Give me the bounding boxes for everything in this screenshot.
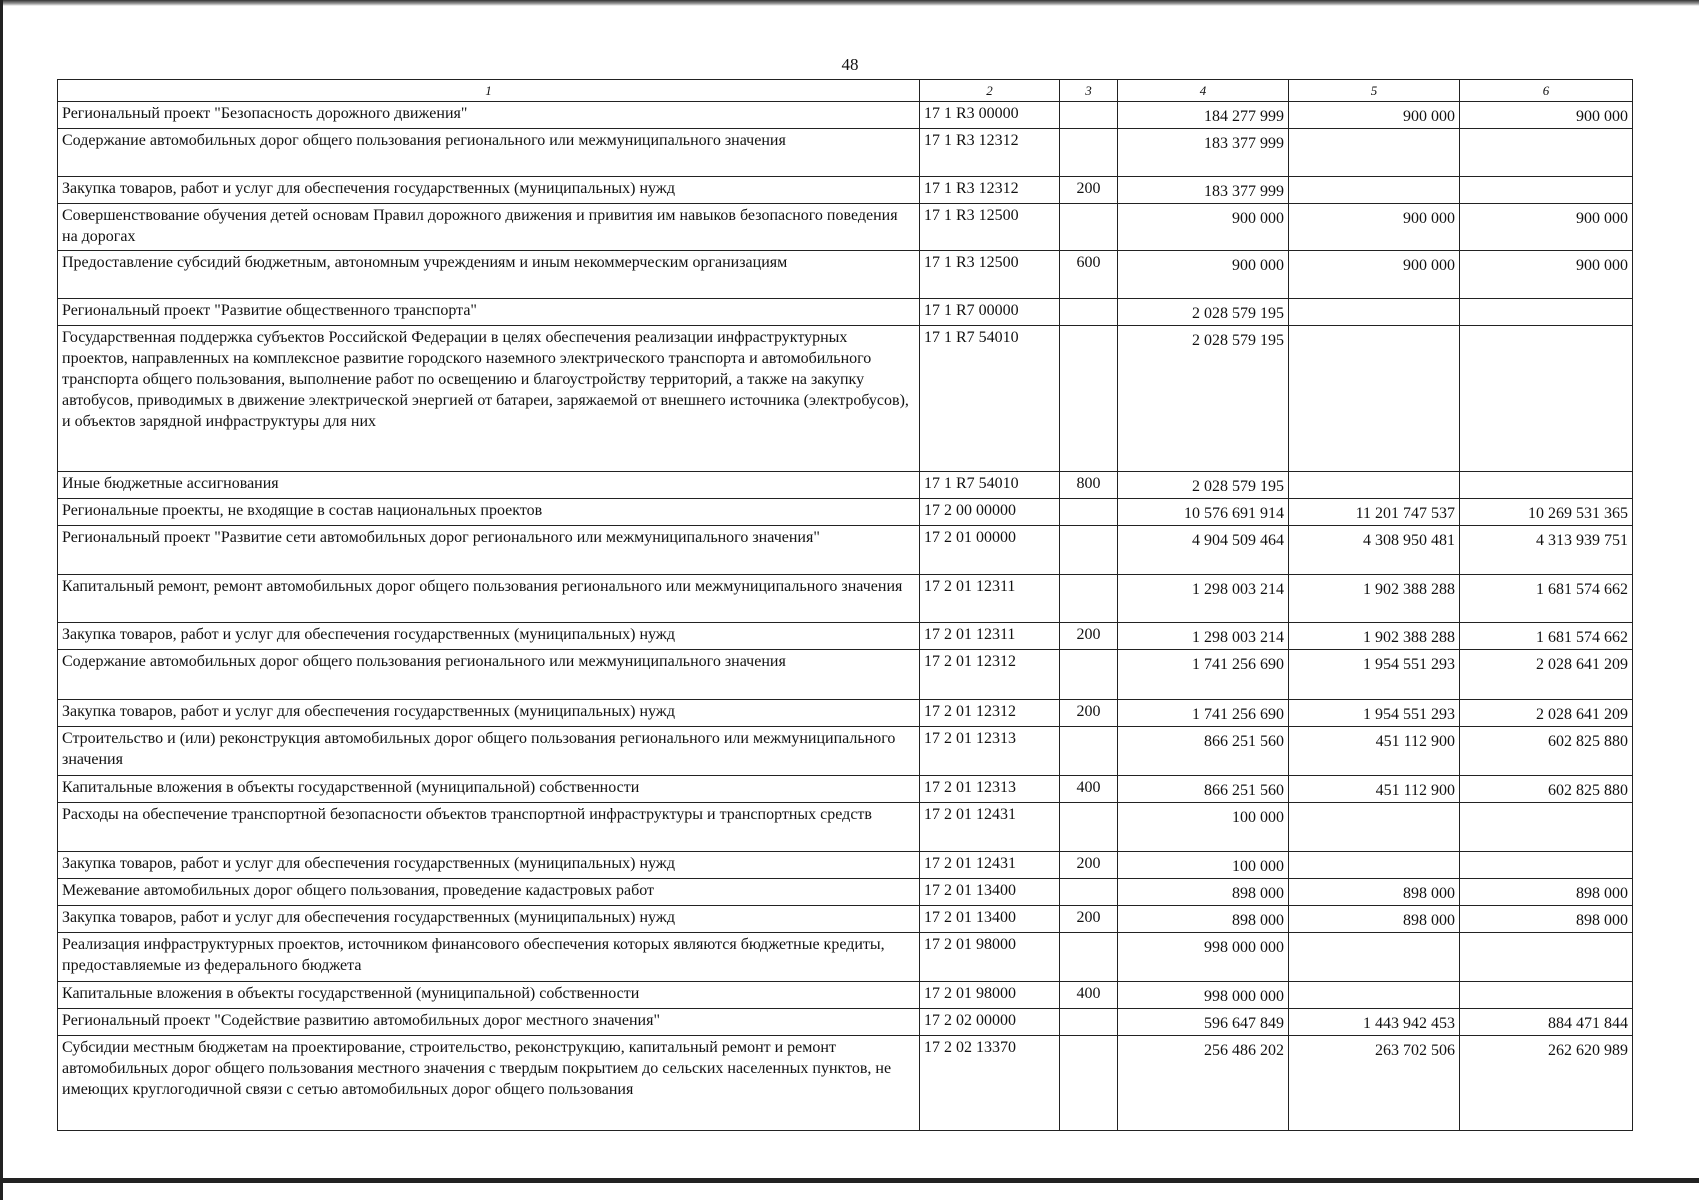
cell-code: 17 2 01 00000 bbox=[920, 526, 1060, 575]
cell-amount-5 bbox=[1289, 852, 1460, 879]
column-header: 5 bbox=[1289, 80, 1460, 102]
cell-amount-6 bbox=[1460, 933, 1633, 982]
column-header: 2 bbox=[920, 80, 1060, 102]
cell-amount-5 bbox=[1289, 326, 1460, 472]
cell-amount-4 bbox=[1118, 251, 1289, 299]
cell-name: Капитальные вложения в объекты государственной (муниципальной) собственности bbox=[58, 776, 920, 803]
table-row bbox=[58, 204, 1633, 251]
cell-expense-type bbox=[1060, 1009, 1118, 1036]
cell-amount-4-value: 998 000 000 bbox=[1204, 939, 1284, 956]
table-row bbox=[58, 251, 1633, 299]
cell-expense-type: 400 bbox=[1060, 776, 1118, 803]
cell-amount-5-value bbox=[1293, 804, 1455, 807]
cell-amount-5 bbox=[1289, 1009, 1460, 1036]
cell-amount-4-value: 998 000 000 bbox=[1204, 988, 1284, 1005]
cell-name: Региональный проект "Развитие сети автомобильных дорог регионального или межмуниципального значения" bbox=[58, 526, 920, 575]
cell-expense-type bbox=[1060, 129, 1118, 177]
table-row bbox=[58, 472, 1633, 499]
cell-amount-4-value: 4 904 509 464 bbox=[1192, 532, 1284, 549]
cell-amount-6-value: 1 681 574 662 bbox=[1536, 629, 1628, 646]
cell-amount-5 bbox=[1289, 803, 1460, 852]
page-number: 48 bbox=[841, 55, 859, 74]
cell-code: 17 2 01 13400 bbox=[920, 879, 1060, 906]
cell-amount-5-value: 900 000 bbox=[1403, 108, 1455, 125]
cell-expense-type: 200 bbox=[1060, 852, 1118, 879]
cell-code: 17 2 01 98000 bbox=[920, 982, 1060, 1009]
table-row bbox=[58, 499, 1633, 526]
cell-amount-6-value bbox=[1464, 178, 1628, 181]
cell-code: 17 2 01 98000 bbox=[920, 933, 1060, 982]
cell-amount-5-value bbox=[1293, 300, 1455, 303]
column-header: 3 bbox=[1060, 80, 1118, 102]
cell-name: Межевание автомобильных дорог общего пользования, проведение кадастровых работ bbox=[58, 879, 920, 906]
cell-amount-4 bbox=[1118, 727, 1289, 776]
cell-amount-6 bbox=[1460, 129, 1633, 177]
column-header: 1 bbox=[58, 80, 920, 102]
cell-amount-4 bbox=[1118, 933, 1289, 982]
table-row bbox=[58, 803, 1633, 852]
cell-amount-4-value: 256 486 202 bbox=[1204, 1042, 1284, 1059]
cell-expense-type bbox=[1060, 879, 1118, 906]
cell-expense-type bbox=[1060, 650, 1118, 700]
cell-code: 17 1 R7 00000 bbox=[920, 299, 1060, 326]
cell-amount-6 bbox=[1460, 575, 1633, 623]
cell-code: 17 1 R3 12500 bbox=[920, 251, 1060, 299]
cell-name: Строительство и (или) реконструкция автомобильных дорог общего пользования регионального или межмуниципального значения bbox=[58, 727, 920, 776]
cell-amount-4 bbox=[1118, 472, 1289, 499]
cell-amount-5 bbox=[1289, 499, 1460, 526]
cell-expense-type bbox=[1060, 299, 1118, 326]
cell-amount-4 bbox=[1118, 700, 1289, 727]
cell-amount-4 bbox=[1118, 1036, 1289, 1131]
cell-amount-6-value: 4 313 939 751 bbox=[1536, 532, 1628, 549]
cell-amount-5-value: 1 954 551 293 bbox=[1363, 706, 1455, 723]
cell-amount-4-value: 2 028 579 195 bbox=[1192, 332, 1284, 349]
cell-amount-5 bbox=[1289, 727, 1460, 776]
cell-amount-6 bbox=[1460, 499, 1633, 526]
cell-amount-5-value: 11 201 747 537 bbox=[1355, 505, 1455, 522]
cell-amount-5 bbox=[1289, 933, 1460, 982]
cell-amount-4-value: 866 251 560 bbox=[1204, 782, 1284, 799]
cell-name: Содержание автомобильных дорог общего пользования регионального или межмуниципального значения bbox=[58, 129, 920, 177]
cell-amount-5-value bbox=[1293, 853, 1455, 856]
cell-amount-4-value: 1 741 256 690 bbox=[1192, 706, 1284, 723]
cell-code: 17 1 R3 12312 bbox=[920, 177, 1060, 204]
table-row bbox=[58, 879, 1633, 906]
cell-amount-6 bbox=[1460, 650, 1633, 700]
table-row bbox=[58, 326, 1633, 472]
table-row bbox=[58, 776, 1633, 803]
cell-name: Капитальные вложения в объекты государственной (муниципальной) собственности bbox=[58, 982, 920, 1009]
table-row bbox=[58, 623, 1633, 650]
cell-amount-5 bbox=[1289, 526, 1460, 575]
cell-amount-4 bbox=[1118, 129, 1289, 177]
cell-amount-6-value: 1 681 574 662 bbox=[1536, 581, 1628, 598]
cell-name: Капитальный ремонт, ремонт автомобильных дорог общего пользования регионального или межмуниципального значения bbox=[58, 575, 920, 623]
cell-name: Закупка товаров, работ и услуг для обеспечения государственных (муниципальных) нужд bbox=[58, 906, 920, 933]
cell-amount-5 bbox=[1289, 251, 1460, 299]
cell-amount-5-value: 900 000 bbox=[1403, 257, 1455, 274]
cell-amount-5 bbox=[1289, 177, 1460, 204]
cell-amount-5-value bbox=[1293, 178, 1455, 181]
cell-amount-4-value: 183 377 999 bbox=[1204, 135, 1284, 152]
cell-name: Региональные проекты, не входящие в состав национальных проектов bbox=[58, 499, 920, 526]
cell-amount-4-value: 2 028 579 195 bbox=[1192, 478, 1284, 495]
cell-amount-6 bbox=[1460, 204, 1633, 251]
cell-amount-6-value bbox=[1464, 983, 1628, 986]
cell-amount-5 bbox=[1289, 299, 1460, 326]
cell-amount-6-value: 262 620 989 bbox=[1548, 1042, 1628, 1059]
cell-expense-type: 200 bbox=[1060, 623, 1118, 650]
cell-code: 17 2 01 12312 bbox=[920, 700, 1060, 727]
cell-amount-6 bbox=[1460, 251, 1633, 299]
cell-amount-5 bbox=[1289, 879, 1460, 906]
cell-amount-5-value: 263 702 506 bbox=[1375, 1042, 1455, 1059]
cell-amount-4-value: 184 277 999 bbox=[1204, 108, 1284, 125]
cell-code: 17 1 R3 12312 bbox=[920, 129, 1060, 177]
cell-amount-4 bbox=[1118, 177, 1289, 204]
cell-code: 17 2 01 12312 bbox=[920, 650, 1060, 700]
cell-amount-4-value: 900 000 bbox=[1232, 257, 1284, 274]
cell-amount-4 bbox=[1118, 299, 1289, 326]
cell-name: Содержание автомобильных дорог общего пользования регионального или межмуниципального значения bbox=[58, 650, 920, 700]
cell-name: Региональный проект "Содействие развитию автомобильных дорог местного значения" bbox=[58, 1009, 920, 1036]
cell-amount-4-value: 183 377 999 bbox=[1204, 183, 1284, 200]
cell-amount-5 bbox=[1289, 1036, 1460, 1131]
table-row bbox=[58, 129, 1633, 177]
cell-expense-type: 200 bbox=[1060, 177, 1118, 204]
cell-amount-6-value: 884 471 844 bbox=[1548, 1015, 1628, 1032]
cell-amount-6 bbox=[1460, 982, 1633, 1009]
table-row bbox=[58, 102, 1633, 129]
cell-amount-5-value: 4 308 950 481 bbox=[1363, 532, 1455, 549]
cell-amount-4-value: 2 028 579 195 bbox=[1192, 305, 1284, 322]
cell-name: Предоставление субсидий бюджетным, автономным учреждениям и иным некоммерческим организациям bbox=[58, 251, 920, 299]
table-row bbox=[58, 299, 1633, 326]
cell-name: Расходы на обеспечение транспортной безопасности объектов транспортной инфраструктуры и транспортных средств bbox=[58, 803, 920, 852]
cell-name: Реализация инфраструктурных проектов, источником финансового обеспечения которых являются бюджетные кредиты, предоставляемые из федерального бюджета bbox=[58, 933, 920, 982]
cell-amount-4 bbox=[1118, 623, 1289, 650]
cell-amount-5-value bbox=[1293, 983, 1455, 986]
cell-amount-4-value: 1 298 003 214 bbox=[1192, 629, 1284, 646]
cell-amount-5 bbox=[1289, 129, 1460, 177]
cell-amount-6 bbox=[1460, 326, 1633, 472]
table-row bbox=[58, 982, 1633, 1009]
table-row bbox=[58, 526, 1633, 575]
cell-amount-4 bbox=[1118, 852, 1289, 879]
table-header-row bbox=[58, 80, 1633, 102]
cell-amount-6-value: 2 028 641 209 bbox=[1536, 656, 1628, 673]
cell-amount-6 bbox=[1460, 623, 1633, 650]
cell-code: 17 1 R3 12500 bbox=[920, 204, 1060, 251]
budget-table bbox=[57, 79, 1633, 1131]
table-row bbox=[58, 1036, 1633, 1131]
cell-amount-6-value: 2 028 641 209 bbox=[1536, 706, 1628, 723]
cell-code: 17 1 R7 54010 bbox=[920, 472, 1060, 499]
cell-amount-6-value: 898 000 bbox=[1576, 912, 1628, 929]
cell-expense-type bbox=[1060, 575, 1118, 623]
cell-expense-type bbox=[1060, 803, 1118, 852]
cell-amount-5-value: 900 000 bbox=[1403, 210, 1455, 227]
cell-amount-4-value: 898 000 bbox=[1232, 912, 1284, 929]
cell-amount-6-value bbox=[1464, 853, 1628, 856]
cell-amount-6 bbox=[1460, 177, 1633, 204]
scan-edge-bottom bbox=[0, 1178, 1699, 1183]
cell-amount-6 bbox=[1460, 700, 1633, 727]
cell-code: 17 2 01 13400 bbox=[920, 906, 1060, 933]
cell-amount-6-value bbox=[1464, 130, 1628, 133]
cell-amount-5-value: 1 902 388 288 bbox=[1363, 581, 1455, 598]
cell-name: Закупка товаров, работ и услуг для обеспечения государственных (муниципальных) нужд bbox=[58, 700, 920, 727]
cell-amount-6 bbox=[1460, 803, 1633, 852]
cell-name: Региональный проект "Безопасность дорожного движения" bbox=[58, 102, 920, 129]
cell-amount-4-value: 866 251 560 bbox=[1204, 733, 1284, 750]
cell-amount-4 bbox=[1118, 982, 1289, 1009]
cell-amount-5 bbox=[1289, 906, 1460, 933]
cell-expense-type: 800 bbox=[1060, 472, 1118, 499]
cell-expense-type bbox=[1060, 326, 1118, 472]
table-row bbox=[58, 650, 1633, 700]
cell-amount-6 bbox=[1460, 727, 1633, 776]
cell-amount-5 bbox=[1289, 472, 1460, 499]
cell-expense-type bbox=[1060, 727, 1118, 776]
cell-code: 17 2 01 12431 bbox=[920, 803, 1060, 852]
cell-code: 17 2 01 12313 bbox=[920, 776, 1060, 803]
cell-amount-4 bbox=[1118, 326, 1289, 472]
cell-amount-5 bbox=[1289, 204, 1460, 251]
cell-expense-type: 200 bbox=[1060, 906, 1118, 933]
cell-amount-4 bbox=[1118, 776, 1289, 803]
cell-amount-5-value: 898 000 bbox=[1403, 885, 1455, 902]
cell-amount-4-value: 898 000 bbox=[1232, 885, 1284, 902]
cell-expense-type bbox=[1060, 499, 1118, 526]
cell-amount-5-value: 451 112 900 bbox=[1375, 782, 1455, 799]
cell-expense-type: 400 bbox=[1060, 982, 1118, 1009]
cell-expense-type bbox=[1060, 526, 1118, 575]
table-row bbox=[58, 177, 1633, 204]
cell-expense-type bbox=[1060, 204, 1118, 251]
cell-code: 17 1 R3 00000 bbox=[920, 102, 1060, 129]
cell-amount-5-value bbox=[1293, 473, 1455, 476]
cell-code: 17 2 02 00000 bbox=[920, 1009, 1060, 1036]
scan-edge-top bbox=[0, 0, 1699, 6]
cell-expense-type bbox=[1060, 102, 1118, 129]
cell-amount-4-value: 1 298 003 214 bbox=[1192, 581, 1284, 598]
cell-code: 17 2 00 00000 bbox=[920, 499, 1060, 526]
cell-amount-4 bbox=[1118, 102, 1289, 129]
cell-amount-6 bbox=[1460, 1036, 1633, 1131]
cell-code: 17 2 02 13370 bbox=[920, 1036, 1060, 1131]
table-row bbox=[58, 906, 1633, 933]
cell-amount-6 bbox=[1460, 776, 1633, 803]
cell-amount-6 bbox=[1460, 472, 1633, 499]
cell-amount-4-value: 596 647 849 bbox=[1204, 1015, 1284, 1032]
cell-amount-5-value bbox=[1293, 130, 1455, 133]
cell-amount-5 bbox=[1289, 623, 1460, 650]
cell-name: Субсидии местным бюджетам на проектирование, строительство, реконструкцию, капитальный ремонт и ремонт автомобильных дорог общего пользования местного значения с твердым покрытием до сельских населенных пунктов, не имеющих круглогодичной связи с сетью автомобильных дорог общего пользования bbox=[58, 1036, 920, 1131]
cell-name: Региональный проект "Развитие общественного транспорта" bbox=[58, 299, 920, 326]
cell-expense-type bbox=[1060, 1036, 1118, 1131]
table-body bbox=[58, 102, 1633, 1131]
table-row bbox=[58, 933, 1633, 982]
table-row bbox=[58, 575, 1633, 623]
cell-amount-6 bbox=[1460, 526, 1633, 575]
cell-expense-type: 600 bbox=[1060, 251, 1118, 299]
cell-amount-6-value: 900 000 bbox=[1576, 210, 1628, 227]
cell-amount-6-value: 602 825 880 bbox=[1548, 782, 1628, 799]
cell-amount-6 bbox=[1460, 852, 1633, 879]
cell-expense-type bbox=[1060, 933, 1118, 982]
cell-amount-5 bbox=[1289, 776, 1460, 803]
cell-amount-6-value bbox=[1464, 327, 1628, 330]
table-row bbox=[58, 1009, 1633, 1036]
cell-code: 17 1 R7 54010 bbox=[920, 326, 1060, 472]
cell-amount-5 bbox=[1289, 700, 1460, 727]
cell-amount-5-value bbox=[1293, 327, 1455, 330]
cell-amount-4 bbox=[1118, 499, 1289, 526]
cell-expense-type: 200 bbox=[1060, 700, 1118, 727]
cell-amount-5-value bbox=[1293, 934, 1455, 937]
cell-amount-5-value: 1 902 388 288 bbox=[1363, 629, 1455, 646]
cell-amount-6-value: 898 000 bbox=[1576, 885, 1628, 902]
cell-amount-4 bbox=[1118, 879, 1289, 906]
cell-name: Совершенствование обучения детей основам Правил дорожного движения и привития им навыков безопасного поведения на дорогах bbox=[58, 204, 920, 251]
cell-amount-6-value bbox=[1464, 473, 1628, 476]
column-header: 6 bbox=[1460, 80, 1633, 102]
cell-name: Закупка товаров, работ и услуг для обеспечения государственных (муниципальных) нужд bbox=[58, 623, 920, 650]
cell-code: 17 2 01 12431 bbox=[920, 852, 1060, 879]
cell-name: Иные бюджетные ассигнования bbox=[58, 472, 920, 499]
cell-name: Закупка товаров, работ и услуг для обеспечения государственных (муниципальных) нужд bbox=[58, 852, 920, 879]
cell-name: Закупка товаров, работ и услуг для обеспечения государственных (муниципальных) нужд bbox=[58, 177, 920, 204]
cell-amount-5-value: 898 000 bbox=[1403, 912, 1455, 929]
cell-code: 17 2 01 12313 bbox=[920, 727, 1060, 776]
cell-amount-4-value: 900 000 bbox=[1232, 210, 1284, 227]
cell-amount-6-value bbox=[1464, 934, 1628, 937]
cell-code: 17 2 01 12311 bbox=[920, 623, 1060, 650]
cell-amount-5-value: 451 112 900 bbox=[1375, 733, 1455, 750]
cell-amount-5-value: 1 443 942 453 bbox=[1363, 1015, 1455, 1032]
cell-code: 17 2 01 12311 bbox=[920, 575, 1060, 623]
cell-amount-6-value: 900 000 bbox=[1576, 257, 1628, 274]
cell-amount-4 bbox=[1118, 204, 1289, 251]
cell-amount-4-value: 100 000 bbox=[1232, 858, 1284, 875]
cell-amount-4 bbox=[1118, 575, 1289, 623]
column-header: 4 bbox=[1118, 80, 1289, 102]
cell-amount-6-value: 602 825 880 bbox=[1548, 733, 1628, 750]
cell-amount-6 bbox=[1460, 299, 1633, 326]
cell-amount-4 bbox=[1118, 1009, 1289, 1036]
cell-amount-4 bbox=[1118, 803, 1289, 852]
cell-amount-5 bbox=[1289, 982, 1460, 1009]
scan-edge-left bbox=[0, 0, 3, 1200]
cell-amount-6-value bbox=[1464, 804, 1628, 807]
cell-amount-6-value bbox=[1464, 300, 1628, 303]
cell-amount-4-value: 10 576 691 914 bbox=[1184, 505, 1284, 522]
cell-amount-6-value: 10 269 531 365 bbox=[1528, 505, 1628, 522]
cell-amount-5-value: 1 954 551 293 bbox=[1363, 656, 1455, 673]
table-row bbox=[58, 700, 1633, 727]
cell-amount-6 bbox=[1460, 102, 1633, 129]
cell-amount-4 bbox=[1118, 526, 1289, 575]
cell-amount-4-value: 1 741 256 690 bbox=[1192, 656, 1284, 673]
table-row bbox=[58, 727, 1633, 776]
cell-amount-6 bbox=[1460, 906, 1633, 933]
cell-amount-4 bbox=[1118, 650, 1289, 700]
table-row bbox=[58, 852, 1633, 879]
cell-amount-5 bbox=[1289, 102, 1460, 129]
cell-amount-6 bbox=[1460, 879, 1633, 906]
cell-amount-6-value: 900 000 bbox=[1576, 108, 1628, 125]
cell-amount-4 bbox=[1118, 906, 1289, 933]
cell-amount-4-value: 100 000 bbox=[1232, 809, 1284, 826]
cell-amount-5 bbox=[1289, 650, 1460, 700]
cell-amount-5 bbox=[1289, 575, 1460, 623]
cell-name: Государственная поддержка субъектов Российской Федерации в целях обеспечения реализации инфраструктурных проектов, направленных на комплексное развитие городского наземного электрического транспорта и автомобильного транспорта общего пользования, выполнение работ по освещению и благоустройству территорий, а также на закупку автобусов, приводимых в движение электрической энергией от батареи, заряжаемой от внешнего источника (электробусов), и объектов зарядной инфраструктуры для них bbox=[58, 326, 920, 472]
cell-amount-6 bbox=[1460, 1009, 1633, 1036]
